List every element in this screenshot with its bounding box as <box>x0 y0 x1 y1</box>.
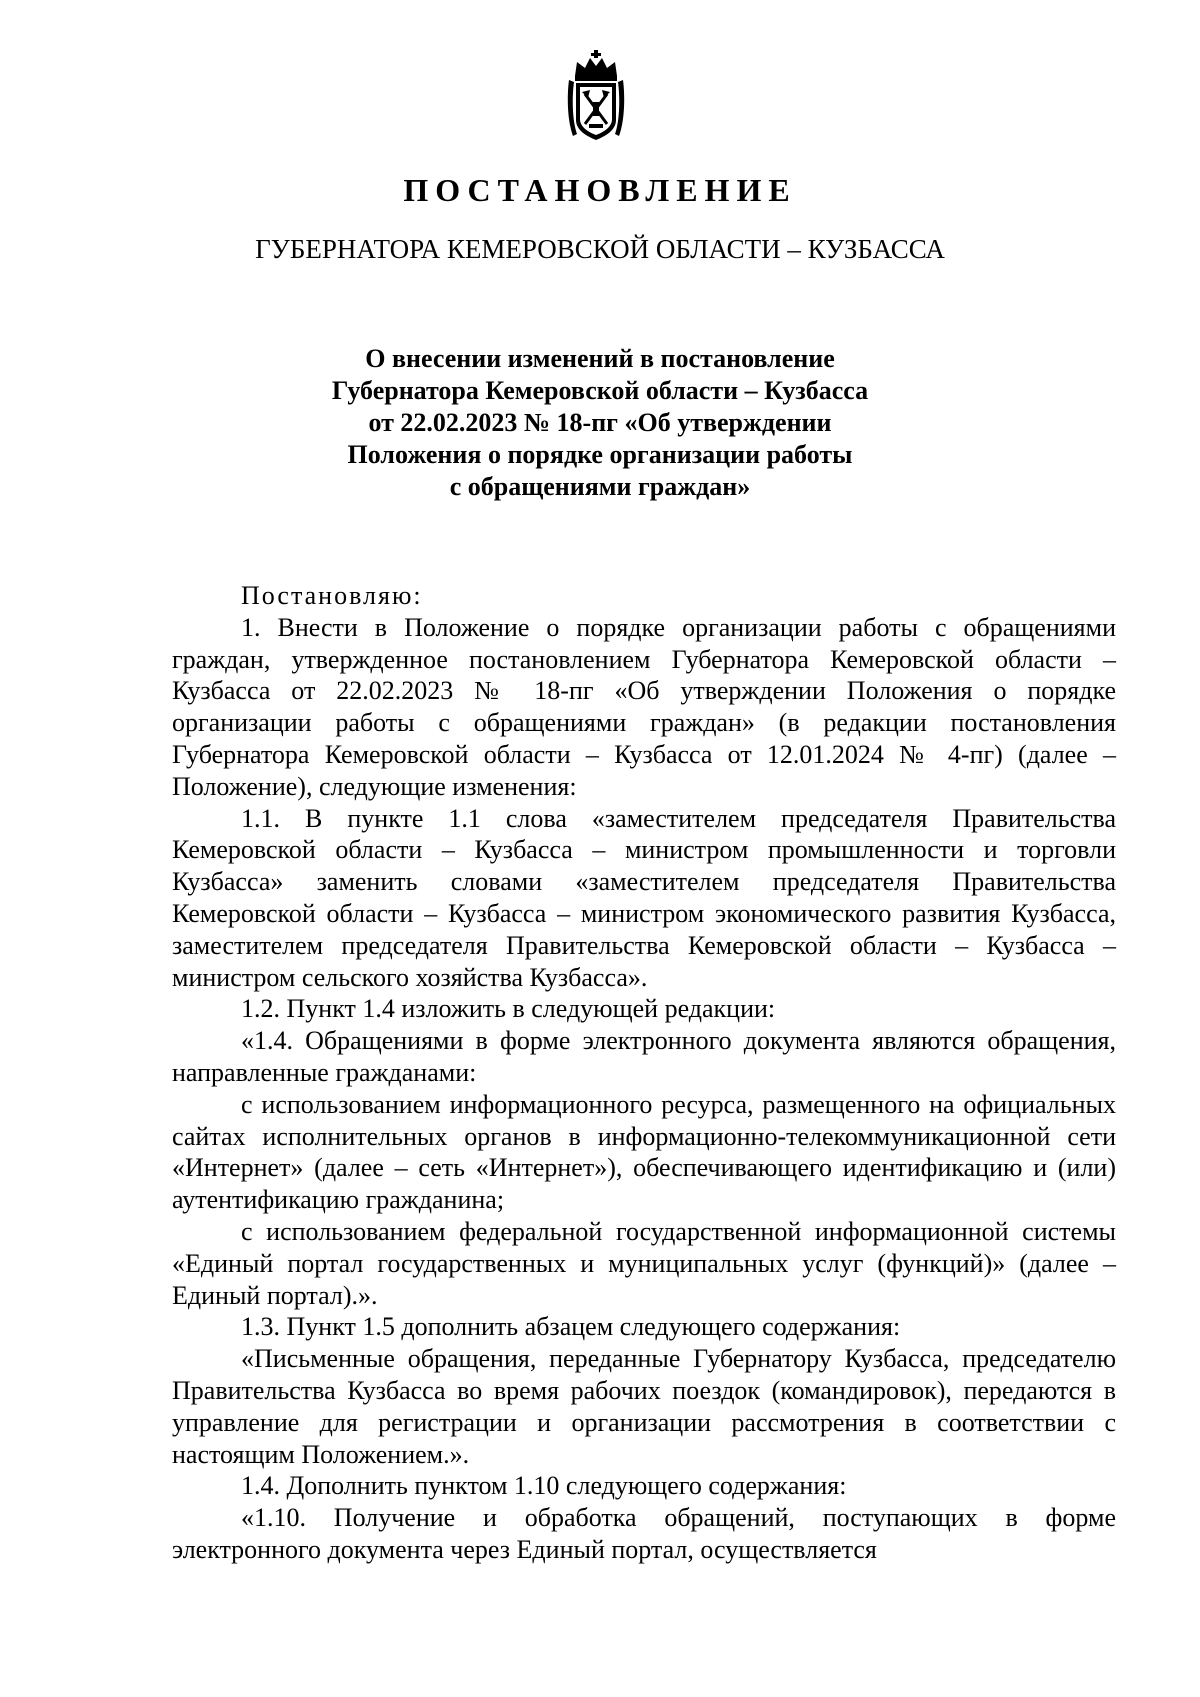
issuer-heading: ГУБЕРНАТОРА КЕМЕРОВСКОЙ ОБЛАСТИ – КУЗБАССА <box>255 234 945 264</box>
decree-word: Постановляю: <box>241 581 423 610</box>
body-paragraph: «1.10. Получение и обработка обращений, поступающих в форме электронного документа через Единый портал, осуществляется <box>172 1503 1116 1564</box>
title-line: Губернатора Кемеровской области – Кузбасса <box>331 376 869 405</box>
body-paragraph: 1.4. Дополнить пунктом 1.10 следующего содержания: <box>241 1471 847 1501</box>
title-line: О внесении изменений в постановление <box>365 344 835 373</box>
title-line: Положения о порядке организации работы <box>347 440 853 469</box>
body-paragraph: 1.1. В пункте 1.1 слова «заместителем председателя Правительства Кемеровской области – Кузбасса – министром промышленности и торговли Кузбасса» заменить словами «заместителем председателя Правительства Кемеровской области – Кузбасса – министром экономического развития Кузбасса, заместителем председателя Правительства Кемеровской области – Кузбасса – министром сельского хозяйства Кузбасса». <box>172 803 1116 992</box>
body-paragraph: 1. Внести в Положение о порядке организации работы с обращениями граждан, утвержденное постановлением Губернатора Кемеровской области – Кузбасса от 22.02.2023 № 18-пг «Об утверждении Положения о порядке организации работы с обращениями граждан» (в редакции постановления Губернатора Кемеровской области – Кузбасса от 12.01.2024 № 4-пг) (далее – Положение), следующие изменения: <box>172 612 1116 801</box>
document-title <box>200 343 1000 503</box>
body-paragraph: с использованием информационного ресурса, размещенного на официальных сайтах исполнительных органов в информационно-телекоммуникационной сети «Интернет» (далее – сеть «Интернет»), обеспечивающего идентификацию и (или) аутентификацию гражданина; <box>172 1089 1116 1215</box>
body-paragraph: 1.3. Пункт 1.5 дополнить абзацем следующего содержания: <box>241 1312 901 1342</box>
document-type-heading: ПОСТАНОВЛЕНИЕ <box>403 172 797 208</box>
kuzbass-coat-of-arms-icon <box>567 50 625 145</box>
body-paragraph: 1.2. Пункт 1.4 изложить в следующей редакции: <box>241 994 776 1024</box>
document-body <box>172 580 1116 1566</box>
title-line: с обращениями граждан» <box>449 472 751 501</box>
body-paragraph: с использованием федеральной государственной информационной системы «Единый портал государственных и муниципальных услуг (функций)» (далее – Единый портал).». <box>172 1216 1116 1310</box>
title-line: от 22.02.2023 № 18-пг «Об утверждении <box>368 408 832 437</box>
body-paragraph: «1.4. Обращениями в форме электронного документа являются обращения, направленные гражданами: <box>172 1026 1116 1087</box>
body-paragraph: «Письменные обращения, переданные Губернатору Кузбасса, председателю Правительства Кузбасса во время рабочих поездок (командировок), передаются в управление для регистрации и организации рассмотрения в соответствии с настоящим Положением.». <box>172 1344 1116 1469</box>
